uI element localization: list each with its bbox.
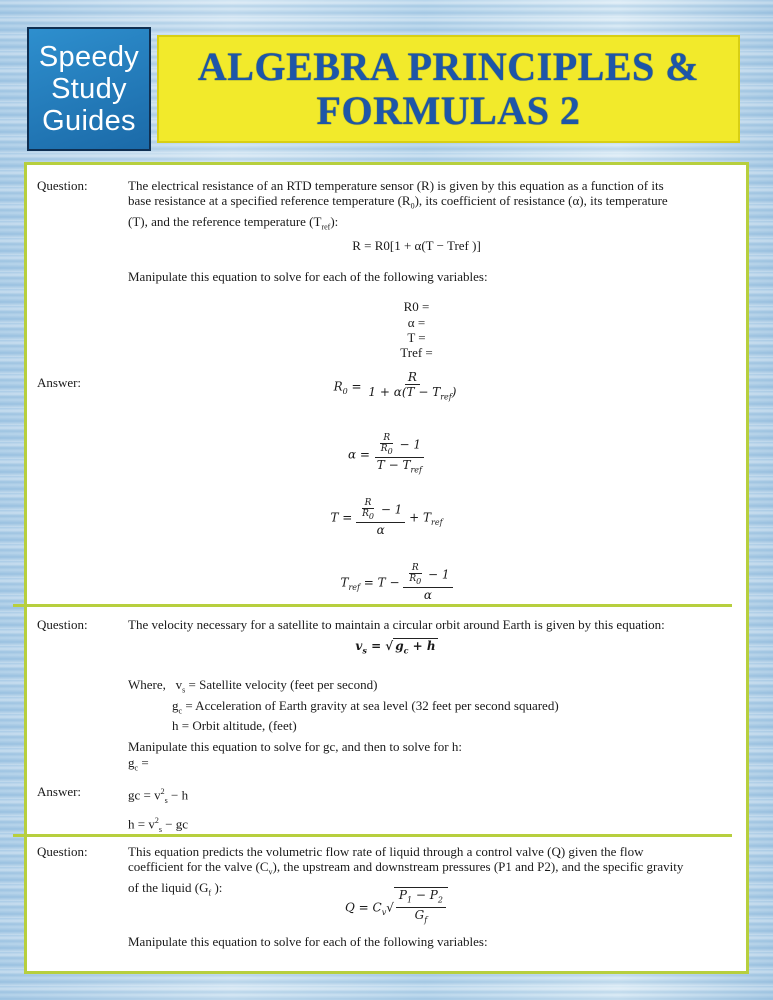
section-divider	[13, 604, 732, 607]
q1-instruction: Manipulate this equation to solve for each of the following variables:	[128, 269, 488, 284]
q1-equation: R = R0[1 + α(T − Tref )]	[352, 238, 481, 253]
q1-answer-alpha: α = $\frac{R}{R_0}$ − 1 $T - T_{ref}$	[347, 433, 423, 475]
answer-label: Answer:	[37, 784, 82, 799]
q1-var-alpha: α =	[407, 315, 426, 330]
q2-text: The velocity necessary for a satellite to maintain a circular orbit around Earth is given by this equation:	[128, 617, 665, 632]
title-line-1: ALGEBRA PRINCIPLES &	[197, 44, 700, 89]
q2-equation: $v_s$ = √ $g_c + h$	[355, 639, 436, 656]
q2-answer-h: $h = v^2_s$ − gc	[128, 816, 189, 834]
logo-line-1: Speedy	[38, 41, 140, 73]
content-panel	[24, 162, 749, 974]
q1-answer-t: T = $\frac{R}{R_0}$ − 1 α + $T_{ref}$	[330, 498, 443, 537]
q1-answer-tref: $T_{ref} = T$ − $\frac{R}{R_0}$ − 1 α	[37, 563, 756, 603]
q2-blank: $g_c$ =	[128, 755, 149, 773]
q2-where-label: Where,	[128, 677, 166, 692]
logo-line-2: Study	[51, 73, 127, 105]
answer-label: Answer:	[37, 375, 82, 390]
q1-answer-r0: $R_0$ = $\frac{R}{1 + \alpha(T - T_{ref})}$	[333, 370, 457, 402]
section-divider	[13, 834, 732, 837]
question-label: Question:	[37, 178, 88, 193]
q3-instruction: Manipulate this equation to solve for each of the following variables:	[128, 934, 488, 949]
title-line-2: FORMULAS 2	[316, 88, 581, 133]
q3-equation: $Q = C_v√$ $\frac{P_1 - P_2}{G_f}$	[37, 887, 756, 928]
q1-text: The electrical resistance of an RTD temperature sensor (R) is given by this equation as a function of its base resistance at a specified reference temperature $(R_0)$, its coefficient of resistance (α), its temperature (T), and the reference temperature $(T_{ref})$:	[128, 178, 668, 232]
q1-var-tref: Tref =	[400, 345, 433, 360]
q2-answer-gc: gc = $v^2_s - h$	[128, 787, 189, 805]
q3-text: This equation predicts the volumetric flow rate of liquid through a control valve (Q) given the flow coefficient for the valve $(C_v)$, the upstream and downstream pressures (P1 and P2), and the specific gravity of the liquid ($G_f$ ):	[128, 844, 684, 898]
question-label: Question:	[37, 844, 88, 859]
logo	[27, 27, 151, 151]
q1-var-r0: R0 =	[403, 299, 430, 314]
question-label: Question:	[37, 617, 88, 632]
logo-line-3: Guides	[42, 105, 136, 137]
q2-where: Where, $v_s$ = Satellite velocity (feet per second) $g_c$ = Acceleration of Earth gravity at sea level (32 feet per second squared) h = Orbit altitude, (feet)	[128, 677, 559, 734]
q1-var-t: T =	[407, 330, 426, 345]
q2-instruction: Manipulate this equation to solve for gc, and then to solve for h:	[128, 739, 462, 754]
page-title	[157, 35, 740, 143]
